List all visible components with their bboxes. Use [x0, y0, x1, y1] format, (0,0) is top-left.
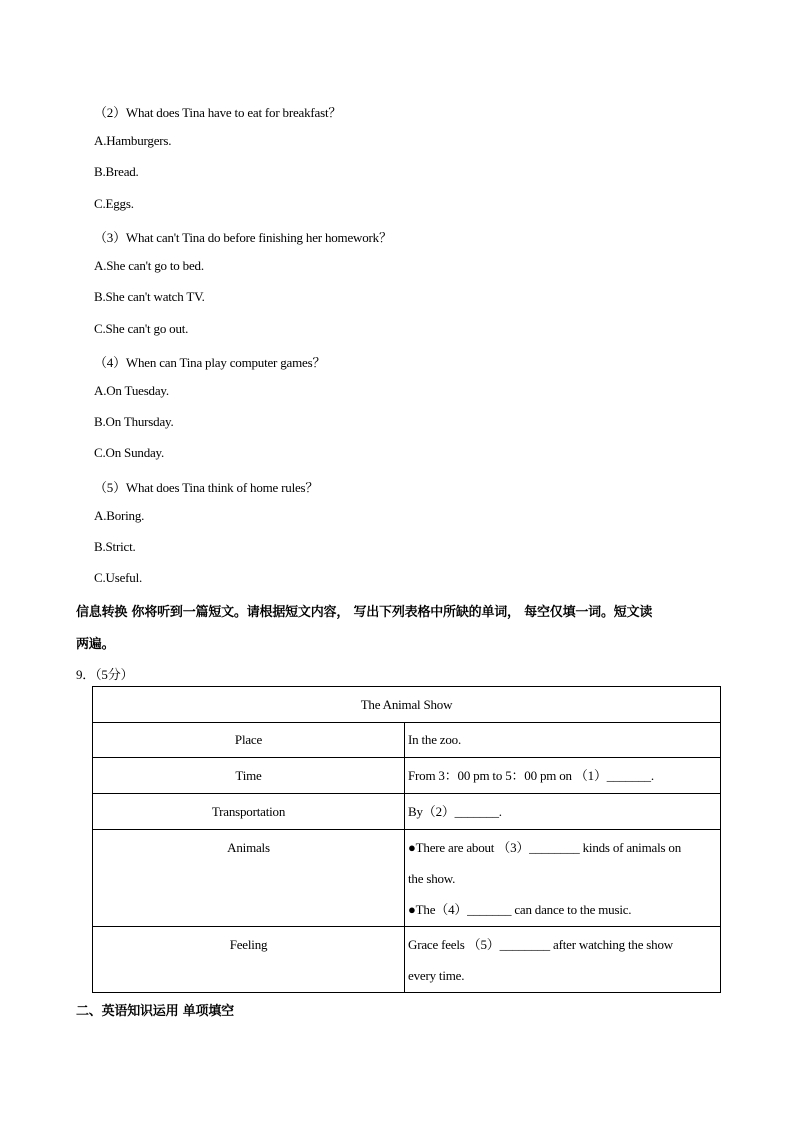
question-3-stem: （3）What can't Tina do before finishing her homework？ — [94, 230, 392, 245]
row-label-time: Time — [235, 768, 262, 783]
section-two-heading: 二、英语知识运用 单项填空 — [76, 1004, 234, 1019]
table-row — [93, 794, 721, 830]
table-row — [93, 723, 721, 758]
animal-show-table — [92, 686, 721, 993]
question-5-option-a: A.Boring. — [94, 508, 145, 523]
table-row — [93, 927, 721, 993]
table-row — [93, 758, 721, 794]
question-5-stem: （5）What does Tina think of home rules？ — [94, 480, 319, 495]
question-9-label: 9．（5分） — [76, 667, 134, 682]
question-2-stem: （2）What does Tina have to eat for breakfast？ — [94, 105, 342, 120]
question-3-option-a: A.She can't go to bed. — [94, 258, 204, 273]
row-value-feeling-line-2: every time. — [408, 968, 465, 983]
row-value-animals-line-1: ●There are about （3）________ kinds of animals on — [408, 840, 681, 855]
row-value-time: From 3：00 pm to 5：00 pm on （1）_______. — [408, 768, 654, 783]
row-value-transportation: By（2）_______. — [408, 804, 502, 819]
question-3-option-c: C.She can't go out. — [94, 321, 189, 336]
row-value-animals-line-3: ●The（4）_______ can dance to the music. — [408, 902, 632, 917]
row-label-feeling: Feeling — [229, 937, 268, 952]
question-4-option-c: C.On Sunday. — [94, 445, 165, 460]
row-label-place: Place — [234, 732, 263, 747]
row-label-animals: Animals — [227, 840, 270, 855]
question-4-stem: （4）When can Tina play computer games？ — [94, 355, 326, 370]
question-2-option-b: B.Bread. — [94, 164, 139, 179]
question-2-option-a: A.Hamburgers. — [94, 133, 172, 148]
table-title: The Animal Show — [360, 697, 453, 712]
question-4-option-b: B.On Thursday. — [94, 414, 174, 429]
question-3-option-b: B.She can't watch TV. — [94, 289, 205, 304]
question-4-option-a: A.On Tuesday. — [94, 383, 169, 398]
table-row — [93, 830, 721, 927]
row-value-animals-line-2: the show. — [408, 871, 456, 886]
row-value-feeling-line-1: Grace feels （5）________ after watching the show — [408, 937, 673, 952]
question-5-option-b: B.Strict. — [94, 539, 136, 554]
row-value-place: In the zoo. — [408, 732, 462, 747]
table-title-row — [93, 687, 721, 723]
section-instruction-line-2: 两遍。 — [76, 637, 115, 652]
section-instruction-line-1: 信息转换 你将听到一篇短文。请根据短文内容， 写出下列表格中所缺的单词， 每空仅填一词。短文读 — [76, 605, 653, 620]
question-5-option-c: C.Useful. — [94, 570, 143, 585]
row-label-transportation: Transportation — [211, 804, 286, 819]
question-2-option-c: C.Eggs. — [94, 196, 134, 211]
